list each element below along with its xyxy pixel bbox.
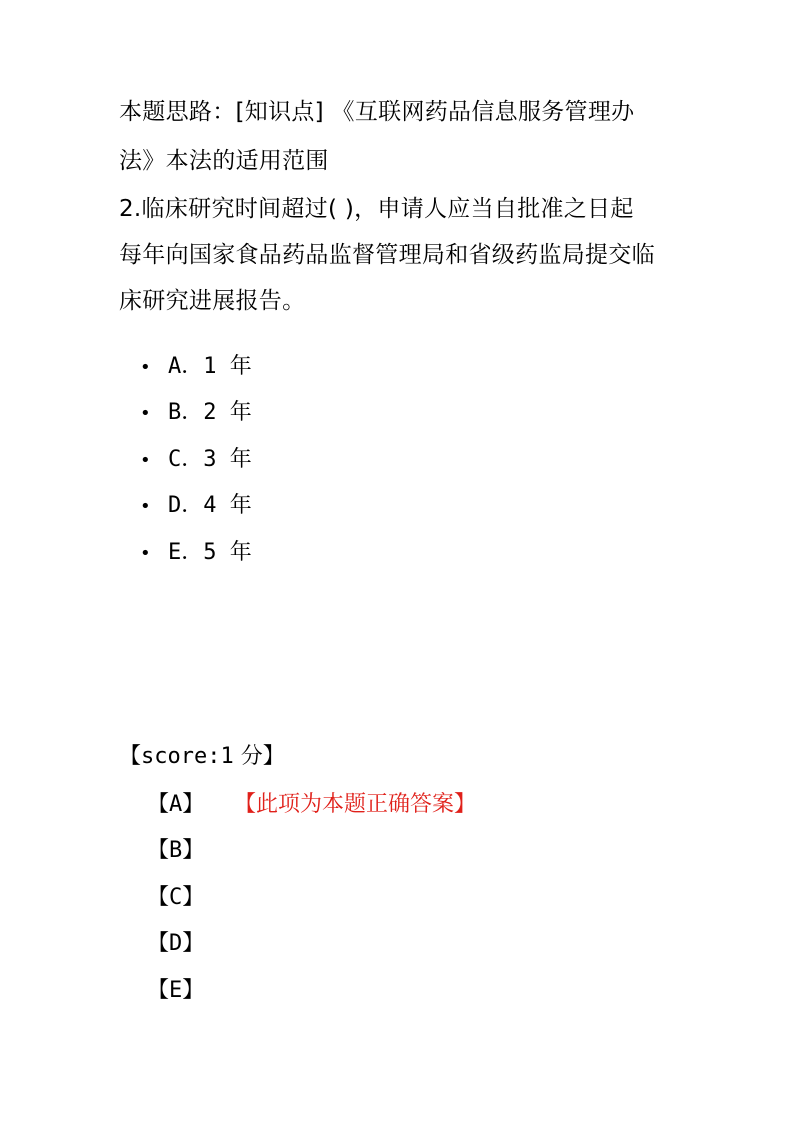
option-label: E．5 年 xyxy=(168,540,252,565)
option-a[interactable] xyxy=(140,352,252,383)
explanation-line-2: 法》本法的适用范围 xyxy=(119,148,329,174)
score-unit: 分 xyxy=(233,744,263,769)
option-label: A．1 年 xyxy=(168,354,252,379)
bracket-open: 【 xyxy=(147,978,170,1003)
bracket-open: 【 xyxy=(147,885,170,910)
question-line-1: 2.临床研究时间超过( )，申请人应当自批准之日起 xyxy=(119,196,634,222)
score-close-bracket: 】 xyxy=(262,744,285,769)
option-label: C．3 年 xyxy=(168,447,252,472)
option-c[interactable] xyxy=(140,445,252,476)
option-label: B．2 年 xyxy=(168,400,252,425)
bracket-close: 】 xyxy=(182,838,205,863)
answer-row-e xyxy=(147,976,204,1006)
option-b[interactable] xyxy=(140,398,252,429)
answer-letter: E xyxy=(169,978,183,1003)
answer-letter: A xyxy=(169,792,183,817)
bracket-close: 】 xyxy=(182,931,205,956)
bullet-icon: • xyxy=(140,403,151,424)
option-e[interactable] xyxy=(140,538,252,569)
bracket-close: 】 xyxy=(182,978,205,1003)
answer-row-d xyxy=(147,929,204,959)
bullet-icon: • xyxy=(140,450,151,471)
score-label xyxy=(119,742,285,772)
answer-letter: B xyxy=(169,838,183,863)
answer-letter: D xyxy=(169,931,183,956)
score-open-bracket: 【 xyxy=(119,744,142,769)
score-value: score:1 xyxy=(141,744,234,769)
bracket-open: 【 xyxy=(147,838,170,863)
bracket-open: 【 xyxy=(147,792,170,817)
bracket-close: 】 xyxy=(182,885,205,910)
bullet-icon: • xyxy=(140,357,151,378)
option-d[interactable] xyxy=(140,491,252,522)
bullet-icon: • xyxy=(140,543,151,564)
answer-row-a xyxy=(147,790,204,820)
bracket-close: 】 xyxy=(182,792,205,817)
bracket-open: 【 xyxy=(147,931,170,956)
answer-letter: C xyxy=(169,885,183,910)
question-line-3: 床研究进展报告。 xyxy=(119,288,306,314)
answer-row-c xyxy=(147,883,204,913)
explanation-line-1: 本题思路：[知识点] 《互联网药品信息服务管理办 xyxy=(119,99,635,125)
correct-answer-marker: 【此项为本题正确答案】 xyxy=(234,792,477,817)
option-label: D．4 年 xyxy=(168,493,252,518)
bullet-icon: • xyxy=(140,496,151,517)
answer-row-b xyxy=(147,836,204,866)
question-line-2: 每年向国家食品药品监督管理局和省级药监局提交临 xyxy=(119,242,655,268)
